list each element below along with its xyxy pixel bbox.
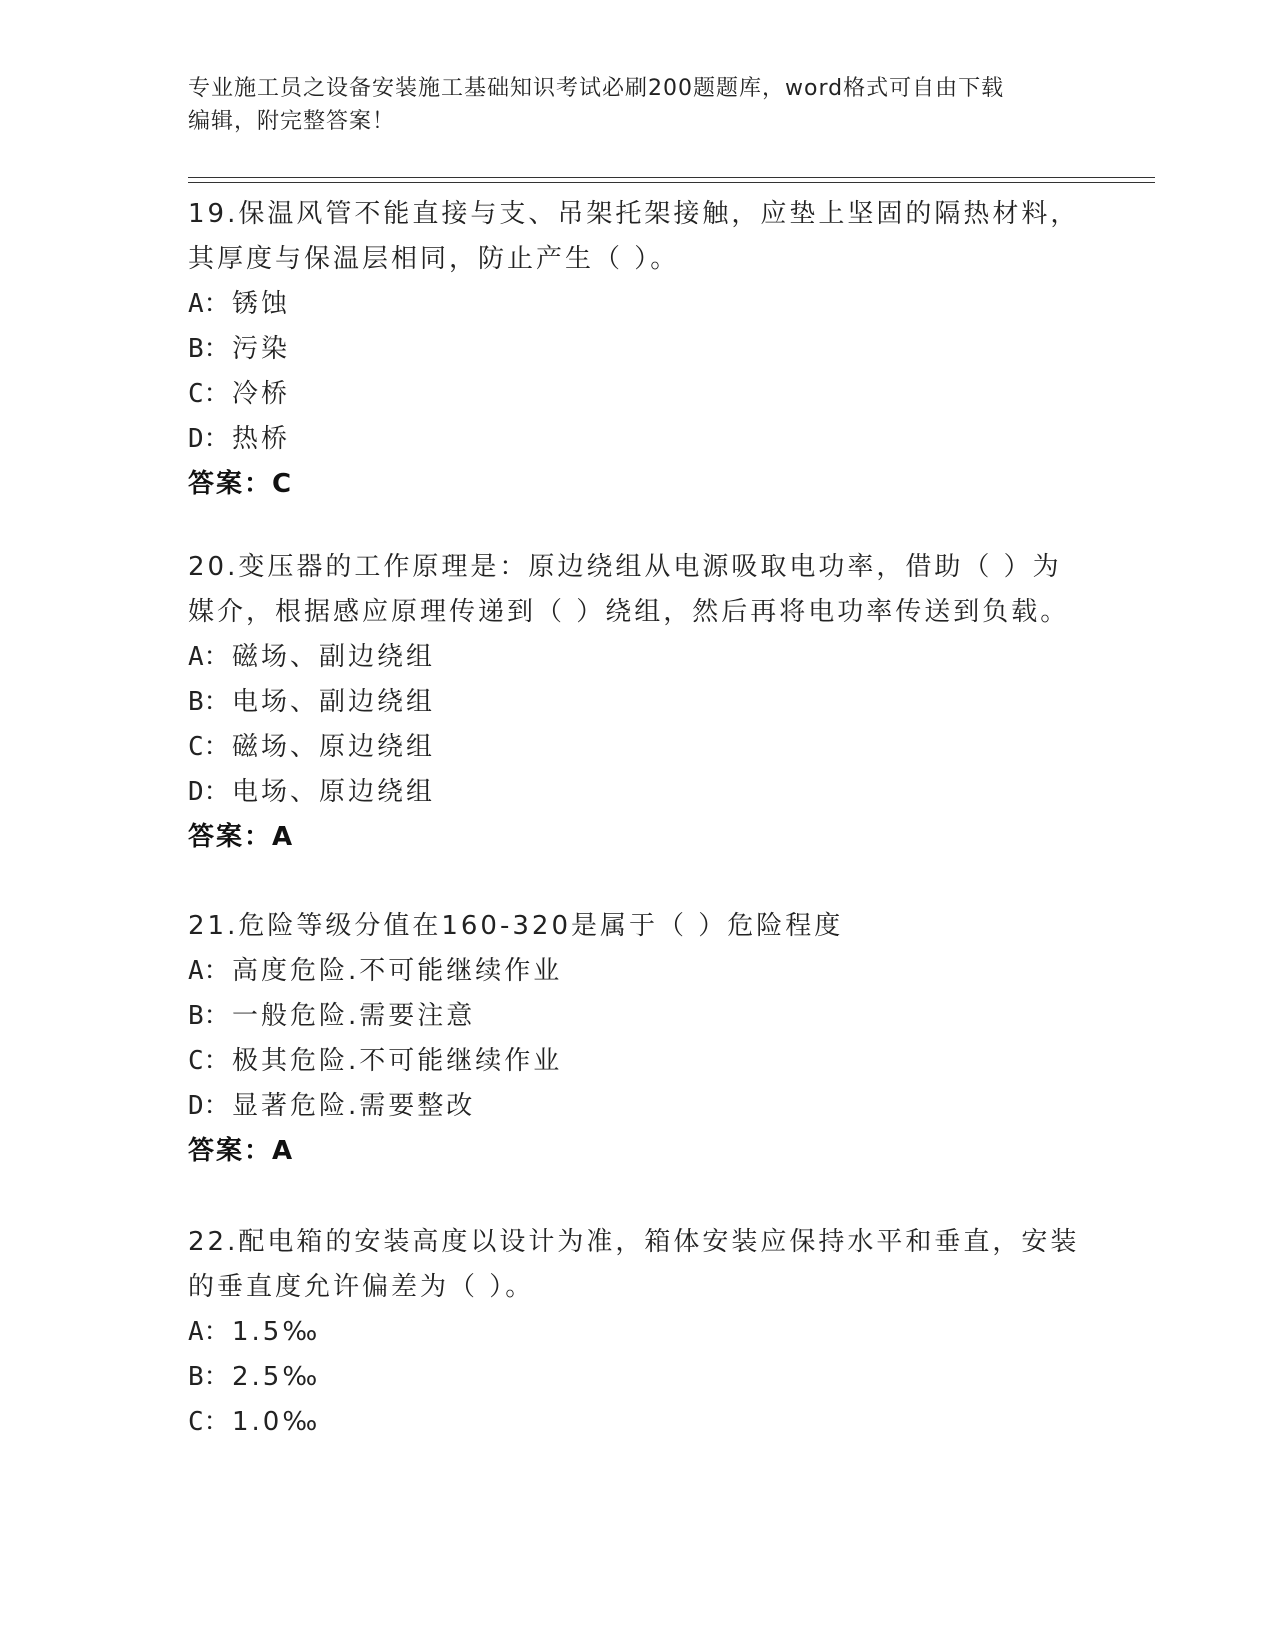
option-text: 冷桥	[232, 379, 291, 409]
option-letter: C：	[188, 379, 230, 409]
option-b	[188, 327, 1088, 372]
question-21	[188, 904, 1088, 1174]
option-c	[188, 1400, 1088, 1445]
header-line-1: 专业施工员之设备安装施工基础知识考试必刷200题题库，word格式可自由下载	[188, 76, 1005, 101]
option-d	[188, 417, 1088, 462]
option-d	[188, 1084, 1088, 1129]
option-d	[188, 770, 1088, 815]
option-c	[188, 372, 1088, 417]
option-a	[188, 949, 1088, 994]
option-letter: B：	[188, 334, 230, 364]
option-text: 2.5‰	[232, 1362, 321, 1392]
header-line-2: 编辑，附完整答案！	[188, 109, 396, 134]
question-20	[188, 545, 1088, 860]
option-text: 1.0‰	[232, 1407, 321, 1437]
question-text-line-1: 21.危险等级分值在160-320是属于（ ）危险程度	[188, 911, 844, 941]
header-divider-bottom	[188, 182, 1155, 183]
question-text-line-2: 其厚度与保温层相同，防止产生（ ）。	[188, 244, 680, 274]
option-letter: A：	[188, 956, 230, 986]
option-c	[188, 725, 1088, 770]
option-a	[188, 635, 1088, 680]
option-b	[188, 680, 1088, 725]
option-text: 电场、原边绕组	[232, 777, 436, 807]
option-a	[188, 1310, 1088, 1355]
option-text: 污染	[232, 334, 291, 364]
option-letter: C：	[188, 732, 230, 762]
answer-label: 答案：C	[188, 469, 294, 499]
question-text-line-1: 20.变压器的工作原理是：原边绕组从电源吸取电功率，借助（ ）为	[188, 552, 1062, 582]
option-b	[188, 994, 1088, 1039]
option-letter: B：	[188, 1362, 230, 1392]
header-divider-top	[188, 177, 1155, 178]
option-letter: D：	[188, 1091, 230, 1121]
option-text: 热桥	[232, 424, 291, 454]
option-letter: D：	[188, 424, 230, 454]
option-text: 磁场、原边绕组	[232, 732, 436, 762]
option-letter: D：	[188, 777, 230, 807]
option-c	[188, 1039, 1088, 1084]
option-text: 极其危险.不可能继续作业	[232, 1046, 563, 1076]
answer-label: 答案：A	[188, 822, 295, 852]
question-text-line-2: 的垂直度允许偏差为（ ）。	[188, 1272, 535, 1302]
option-text: 1.5‰	[232, 1317, 321, 1347]
option-text: 一般危险.需要注意	[232, 1001, 476, 1031]
document-header	[188, 72, 1088, 138]
option-a	[188, 282, 1088, 327]
option-text: 高度危险.不可能继续作业	[232, 956, 563, 986]
option-text: 锈蚀	[232, 289, 291, 319]
option-text: 显著危险.需要整改	[232, 1091, 476, 1121]
option-text: 电场、副边绕组	[232, 687, 436, 717]
option-letter: B：	[188, 687, 230, 717]
option-letter: C：	[188, 1407, 230, 1437]
question-text-line-1: 22.配电箱的安装高度以设计为准，箱体安装应保持水平和垂直，安装	[188, 1227, 1080, 1257]
question-text-line-2: 媒介，根据感应原理传递到（ ）绕组，然后再将电功率传送到负载。	[188, 597, 1070, 627]
option-letter: A：	[188, 642, 230, 672]
option-text: 磁场、副边绕组	[232, 642, 436, 672]
question-text-line-1: 19.保温风管不能直接与支、吊架托架接触，应垫上坚固的隔热材料，	[188, 199, 1080, 229]
option-b	[188, 1355, 1088, 1400]
answer-label: 答案：A	[188, 1136, 295, 1166]
option-letter: C：	[188, 1046, 230, 1076]
option-letter: A：	[188, 1317, 230, 1347]
option-letter: B：	[188, 1001, 230, 1031]
option-letter: A：	[188, 289, 230, 319]
question-22	[188, 1220, 1088, 1445]
question-19	[188, 192, 1088, 507]
